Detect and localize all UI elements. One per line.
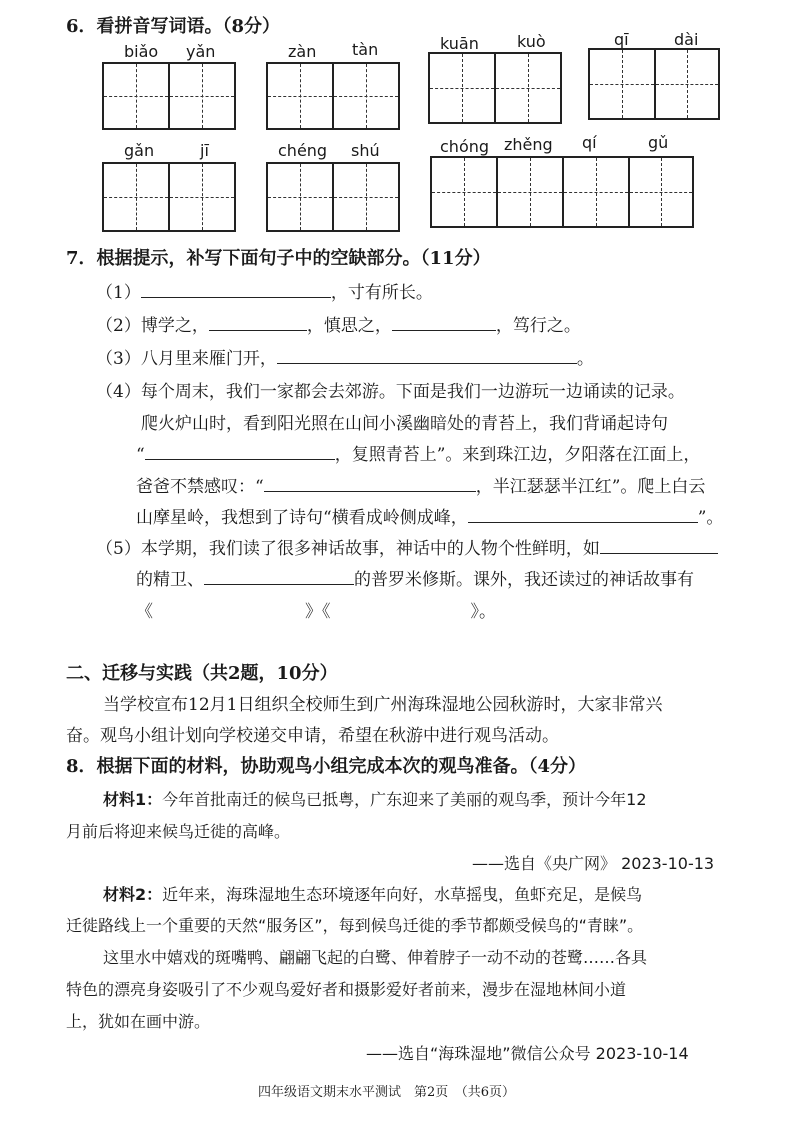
pinyin: biǎo bbox=[124, 42, 159, 61]
text: 爸爸不禁感叹：“ bbox=[136, 477, 264, 497]
pinyin: kuān bbox=[440, 34, 479, 53]
text: 《 bbox=[136, 602, 153, 622]
text: ，慎思之， bbox=[306, 316, 392, 336]
q7-item-1 bbox=[96, 278, 433, 303]
char-cell[interactable] bbox=[496, 54, 560, 122]
char-cell[interactable] bbox=[590, 50, 656, 118]
pinyin: qí bbox=[582, 133, 597, 152]
item-number: （5） bbox=[96, 539, 141, 559]
material-2-line: 迁徙路线上一个重要的天然“服务区”，每到候鸟迁徙的季节都颇受候鸟的“青睐”。 bbox=[66, 916, 644, 935]
q7-item-4-intro bbox=[96, 377, 685, 402]
answer-blank[interactable] bbox=[204, 568, 354, 585]
pinyin: zàn bbox=[288, 42, 317, 61]
char-cell[interactable] bbox=[430, 54, 496, 122]
answer-grid-2[interactable] bbox=[266, 62, 400, 130]
char-cell[interactable] bbox=[268, 164, 334, 230]
text: ”。 bbox=[697, 508, 724, 528]
char-cell[interactable] bbox=[432, 158, 498, 226]
pinyin: chéng bbox=[278, 141, 328, 160]
text: 本学期，我们读了很多神话故事，神话中的人物个性鲜明，如 bbox=[140, 539, 600, 559]
answer-blank[interactable] bbox=[209, 314, 307, 331]
char-cell[interactable] bbox=[268, 64, 334, 128]
material-2 bbox=[103, 882, 642, 905]
pinyin: shú bbox=[351, 141, 380, 160]
answer-blank[interactable] bbox=[468, 506, 698, 523]
material-label: 材料1： bbox=[103, 790, 163, 809]
q7-item-2 bbox=[96, 311, 581, 336]
q7-item-5-line bbox=[136, 565, 694, 590]
char-cell[interactable] bbox=[498, 158, 564, 226]
answer-blank[interactable] bbox=[145, 443, 335, 460]
q7-item-4-line bbox=[141, 409, 668, 434]
text: ，复照青苔上”。来到珠江边，夕阳落在江面上， bbox=[334, 445, 701, 465]
text: 的普罗米修斯。课外，我还读过的神话故事有 bbox=[354, 570, 694, 590]
answer-grid-6[interactable] bbox=[266, 162, 400, 232]
char-cell[interactable] bbox=[630, 158, 692, 226]
char-cell[interactable] bbox=[334, 164, 398, 230]
answer-grid-5[interactable] bbox=[102, 162, 236, 232]
answer-grid-7[interactable] bbox=[430, 156, 694, 228]
text: 》《 bbox=[305, 602, 331, 622]
material-2-line: 这里水中嬉戏的斑嘴鸭、翩翩飞起的白鹭、伸着脖子一动不动的苍鹭……各具 bbox=[103, 948, 648, 967]
char-cell[interactable] bbox=[104, 64, 170, 128]
answer-grid-1[interactable] bbox=[102, 62, 236, 130]
pinyin: chóng bbox=[440, 137, 490, 156]
material-2-source: ——选自“海珠湿地”微信公众号 2023-10-14 bbox=[366, 1044, 689, 1063]
answer-blank[interactable] bbox=[392, 314, 496, 331]
text: ，半江瑟瑟半江红”。爬上白云 bbox=[475, 477, 706, 497]
char-cell[interactable] bbox=[656, 50, 718, 118]
q8-title: 8．根据下面的材料，协助观鸟小组完成本次的观鸟准备。（4分） bbox=[66, 756, 587, 777]
material-2-line: 上，犹如在画中游。 bbox=[66, 1012, 211, 1031]
char-cell[interactable] bbox=[170, 64, 234, 128]
item-number: （3） bbox=[96, 349, 141, 369]
text: 。 bbox=[576, 349, 594, 369]
text: ，寸有所长。 bbox=[330, 283, 433, 303]
page-footer: 四年级语文期末水平测试 第2页 （共6页） bbox=[258, 1085, 516, 1100]
text: 爬火炉山时，看到阳光照在山间小溪幽暗处的青苔上，我们背诵起诗句 bbox=[141, 414, 668, 434]
q7-item-5-line bbox=[136, 597, 496, 622]
pinyin: qī bbox=[614, 30, 629, 49]
text: 博学之， bbox=[140, 316, 209, 336]
pinyin: zhěng bbox=[504, 135, 553, 154]
answer-blank[interactable] bbox=[277, 347, 577, 364]
answer-blank[interactable] bbox=[141, 281, 331, 298]
char-cell[interactable] bbox=[334, 64, 398, 128]
section-2-intro: 奋。观鸟小组计划向学校递交申请，希望在秋游中进行观鸟活动。 bbox=[66, 726, 559, 746]
q7-item-5 bbox=[96, 534, 718, 559]
q7-title: 7．根据提示，补写下面句子中的空缺部分。（11分） bbox=[66, 248, 491, 269]
text: 今年首批南迁的候鸟已抵粤，广东迎来了美丽的观鸟季，预计今年12 bbox=[162, 790, 647, 809]
pinyin: dài bbox=[674, 30, 699, 49]
item-number: （4） bbox=[96, 382, 141, 402]
pinyin: jī bbox=[200, 141, 209, 160]
pinyin: kuò bbox=[517, 32, 546, 51]
text: 每个周末，我们一家都会去郊游。下面是我们一边游玩一边诵读的记录。 bbox=[140, 382, 685, 402]
q6-title: 6．看拼音写词语。（8分） bbox=[66, 16, 281, 37]
text: 山摩星岭，我想到了诗句“横看成岭侧成峰， bbox=[136, 508, 468, 528]
material-2-line: 特色的漂亮身姿吸引了不少观鸟爱好者和摄影爱好者前来，漫步在湿地林间小道 bbox=[66, 980, 627, 999]
material-1-source: ——选自《央广网》 2023-10-13 bbox=[472, 854, 715, 873]
section-2-title: 二、迁移与实践（共2题，10分） bbox=[66, 663, 338, 684]
answer-blank[interactable] bbox=[600, 537, 718, 554]
text: “ bbox=[136, 445, 145, 465]
material-1 bbox=[103, 787, 647, 810]
q7-item-4-line bbox=[136, 440, 700, 465]
q7-item-3 bbox=[96, 344, 594, 369]
pinyin: yǎn bbox=[186, 42, 216, 61]
item-number: （2） bbox=[96, 316, 141, 336]
answer-blank[interactable] bbox=[264, 475, 476, 492]
text: 八月里来雁门开， bbox=[140, 349, 277, 369]
material-1-line: 月前后将迎来候鸟迁徙的高峰。 bbox=[66, 822, 291, 841]
pinyin: gǔ bbox=[648, 133, 669, 152]
pinyin: gǎn bbox=[124, 141, 155, 160]
item-number: （1） bbox=[96, 283, 141, 303]
char-cell[interactable] bbox=[104, 164, 170, 230]
q7-item-4-line bbox=[136, 503, 723, 528]
text: 的精卫、 bbox=[136, 570, 204, 590]
section-2-intro: 当学校宣布12月1日组织全校师生到广州海珠湿地公园秋游时，大家非常兴 bbox=[103, 695, 663, 715]
answer-grid-3[interactable] bbox=[428, 52, 562, 124]
char-cell[interactable] bbox=[170, 164, 234, 230]
char-cell[interactable] bbox=[564, 158, 630, 226]
answer-grid-4[interactable] bbox=[588, 48, 720, 120]
material-label: 材料2： bbox=[103, 885, 163, 904]
text: 近年来，海珠湿地生态环境逐年向好，水草摇曳，鱼虾充足，是候鸟 bbox=[162, 885, 643, 904]
text: 》。 bbox=[470, 602, 496, 622]
pinyin: tàn bbox=[352, 40, 379, 59]
text: ，笃行之。 bbox=[495, 316, 581, 336]
q7-item-4-line bbox=[136, 472, 705, 497]
